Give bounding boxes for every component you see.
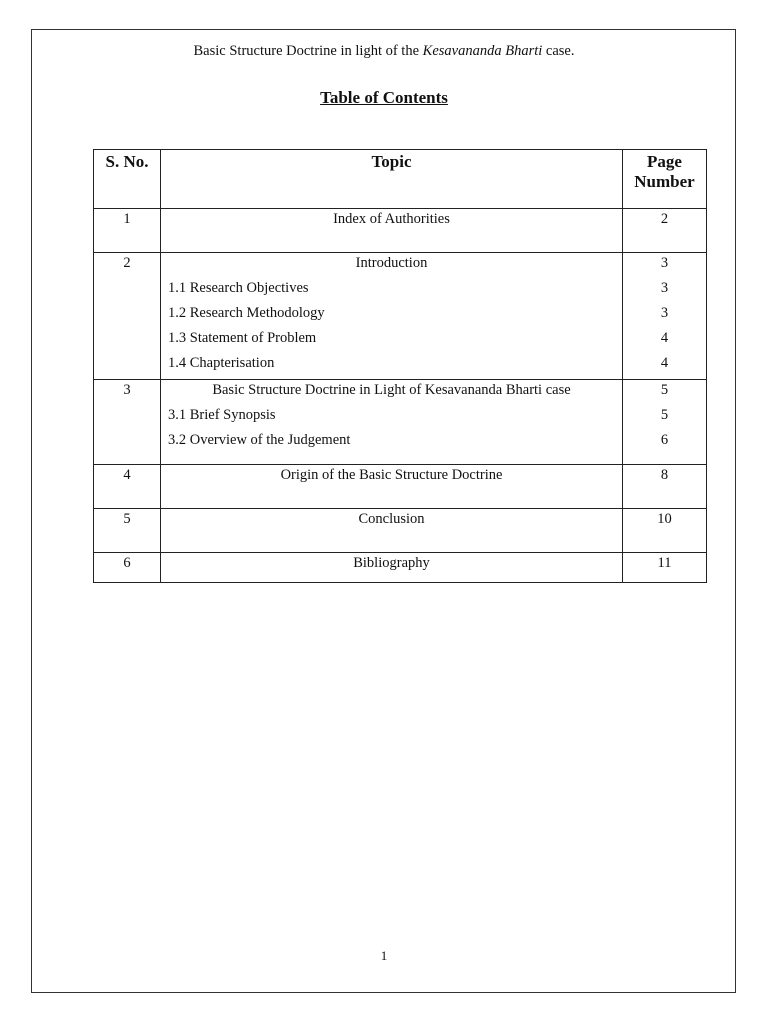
table-row (94, 253, 707, 380)
toc-table (93, 149, 707, 583)
header-topic: Topic (161, 150, 623, 209)
row-topic: Bibliography (161, 553, 623, 583)
table-row (94, 465, 707, 509)
table-header-row (94, 150, 707, 209)
row-sno: 3 (94, 380, 161, 465)
subsection-page: 5 (660, 407, 669, 423)
section-title: Basic Structure Doctrine in Light of Kesavananda Bharti case (212, 382, 571, 398)
subsection-page: 4 (660, 330, 669, 346)
header-italic: Kesavananda Bharti (422, 43, 543, 59)
header-sno: S. No. (94, 150, 161, 209)
subsection-item: 3.1 Brief Synopsis (168, 407, 276, 423)
row-page: 2 (623, 209, 707, 253)
table-row (94, 209, 707, 253)
subsection-item: 1.1 Research Objectives (168, 280, 309, 296)
row-topic (161, 380, 623, 465)
subsection-page: 3 (660, 280, 669, 296)
running-header (0, 43, 768, 60)
header-suffix: case. (542, 43, 575, 59)
subsection-page: 4 (660, 355, 669, 371)
subsection-item: 3.2 Overview of the Judgement (168, 432, 351, 448)
row-topic: Origin of the Basic Structure Doctrine (161, 465, 623, 509)
table-row (94, 553, 707, 583)
page-title: Table of Contents (320, 88, 448, 107)
header-page: Page Number (623, 150, 707, 209)
row-sno: 1 (94, 209, 161, 253)
subsection-item: 1.4 Chapterisation (168, 355, 275, 371)
subsection-page: 3 (660, 305, 669, 321)
row-sno: 5 (94, 509, 161, 553)
row-sno: 2 (94, 253, 161, 380)
subsection-item: 1.3 Statement of Problem (168, 330, 317, 346)
header-prefix: Basic Structure Doctrine in light of the (193, 43, 423, 59)
row-sno: 6 (94, 553, 161, 583)
subsection-page: 6 (660, 432, 669, 448)
row-topic: Conclusion (161, 509, 623, 553)
row-page: 11 (623, 553, 707, 583)
table-row (94, 509, 707, 553)
row-sno: 4 (94, 465, 161, 509)
subsection-item: 1.2 Research Methodology (168, 305, 325, 321)
row-page: 5 5 6 (623, 380, 707, 465)
row-topic: Index of Authorities (161, 209, 623, 253)
row-page: 3 3 3 4 4 (623, 253, 707, 380)
row-page: 10 (623, 509, 707, 553)
page-number: 1 (380, 948, 388, 963)
row-topic (161, 253, 623, 380)
table-row (94, 380, 707, 465)
section-title: Introduction (355, 255, 428, 271)
row-page: 8 (623, 465, 707, 509)
